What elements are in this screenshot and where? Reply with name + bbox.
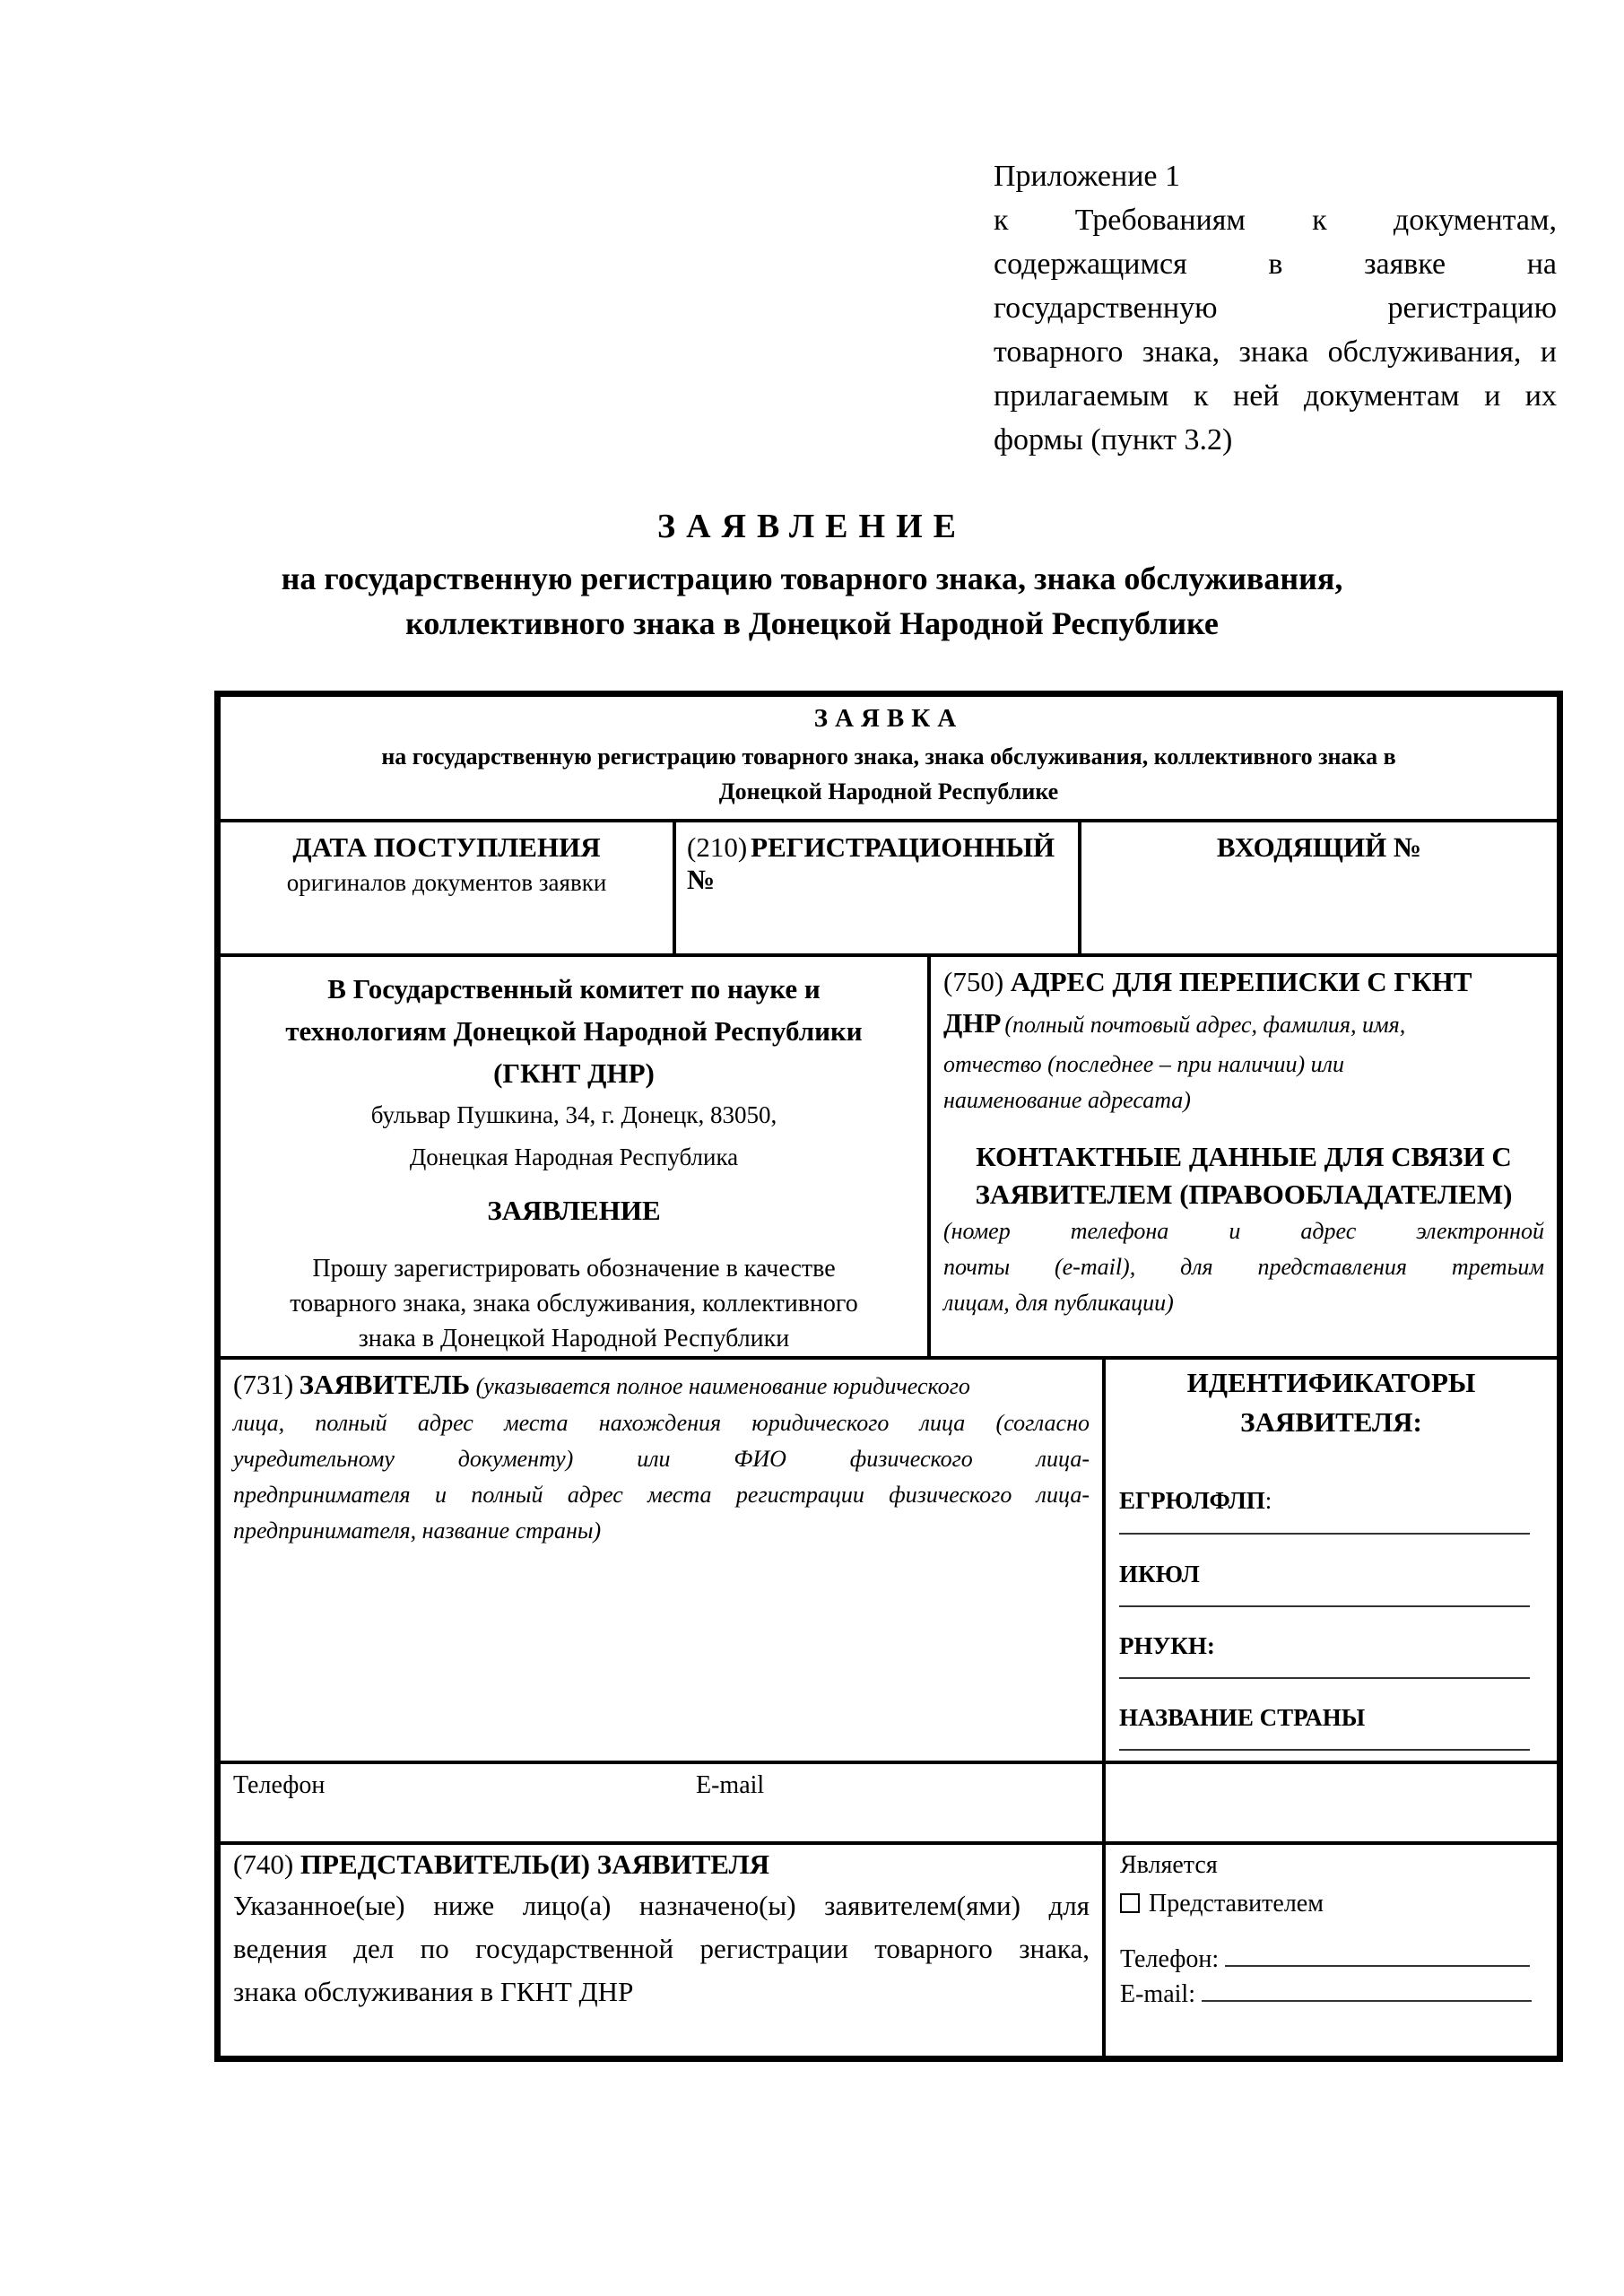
incoming-number-title: ВХОДЯЩИЙ № [1216, 831, 1422, 863]
representative-cell[interactable] [221, 1845, 1102, 2056]
representative-text: знака обслуживания в ГКНТ ДНР [233, 1976, 634, 2007]
appendix-line: Приложение 1 [994, 160, 1180, 193]
applicant-note: лица, полный адрес места нахождения юридического лица (согласно [233, 1410, 1090, 1436]
applicant-phone-label: Телефон [233, 1771, 326, 1799]
correspondence-note: отчество (последнее – при наличии) или [943, 1051, 1344, 1077]
applicant-cell[interactable] [221, 1360, 1102, 1761]
appendix-line: товарного знака, знака обслуживания, и [994, 335, 1557, 369]
appendix-note [994, 154, 1557, 462]
applicant-note: предпринимателя и полный адрес места регистрации физического лица- [233, 1482, 1090, 1508]
statement-request: знака в Донецкой Народной Республики [358, 1325, 790, 1352]
subtitle-line: на государственную регистрацию товарного знака, знака обслуживания, [281, 561, 1343, 596]
document-title: ЗАЯВЛЕНИЕ [657, 508, 967, 545]
applicant-header [233, 1363, 1090, 1405]
applicant-note: предпринимателя, название страны) [233, 1518, 602, 1544]
addressee-org-line: В Государственный комитет по науке и [327, 973, 821, 1004]
representative-email-row [1120, 1978, 1542, 2012]
representative-phone-label: Телефон: [1120, 1945, 1220, 1973]
representative-title: ПРЕДСТАВИТЕЛЬ(И) ЗАЯВИТЕЛЯ [300, 1848, 770, 1880]
form-header [221, 697, 1557, 819]
identifiers-title [1106, 1360, 1557, 1442]
representative-checkbox[interactable] [1120, 1893, 1140, 1913]
correspondence-title-line: АДРЕС ДЛЯ ПЕРЕПИСКИ С ГКНТ [1010, 966, 1472, 997]
registration-number-cell[interactable] [676, 822, 1078, 953]
application-form-table [214, 691, 1563, 2062]
applicant-code: (731) [233, 1369, 294, 1400]
identifiers-title-line: ИДЕНТИФИКАТОРЫ [1186, 1367, 1476, 1398]
appendix-line: формы (пункт 3.2) [994, 423, 1233, 457]
document-subtitle [0, 556, 1624, 646]
representative-phone-row [1120, 1942, 1542, 1978]
applicant-email-label: E-mail [696, 1771, 765, 1799]
correspondence-title-line: ДНР [943, 1007, 1002, 1039]
representative-phone-input[interactable] [1225, 1964, 1530, 1967]
form-header-line: Донецкой Народной Республике [718, 778, 1059, 804]
contact-data-note: (номер телефона и адрес электронной [943, 1218, 1544, 1244]
addressee-org-line: (ГКНТ ДНР) [493, 1057, 655, 1089]
correspondence-note: (полный почтовый адрес, фамилия, имя, [1004, 1012, 1406, 1038]
correspondence-title [943, 962, 1544, 1002]
applicant-title: ЗАЯВИТЕЛЬ [299, 1369, 471, 1400]
addressee-address: Донецкая Народная Республика [409, 1144, 739, 1170]
identifier-label-country: НАЗВАНИЕ СТРАНЫ [1119, 1704, 1366, 1731]
correspondence-note: наименование адресата) [943, 1087, 1191, 1113]
appendix-line: государственную регистрацию [994, 291, 1557, 325]
applicant-note: (указывается полное наименование юридического [475, 1373, 970, 1399]
addressee-org-line: технологиям Донецкой Народной Республики [285, 1015, 863, 1047]
appendix-line: к Требованиям к документам, [994, 204, 1557, 237]
contact-data-note: лицам, для публикации) [943, 1290, 1174, 1316]
representative-code: (740) [233, 1848, 294, 1880]
is-label: Является [1120, 1851, 1218, 1879]
addressee-cell [221, 957, 927, 1356]
correspondence-title-row2 [943, 1002, 1544, 1047]
addressee-address: бульвар Пушкина, 34, г. Донецк, 83050, [370, 1101, 777, 1128]
identifier-label-ikyul: ИКЮЛ [1119, 1561, 1200, 1587]
contact-data-title: ЗАЯВИТЕЛЕМ (ПРАВООБЛАДАТЕЛЕМ) [975, 1178, 1513, 1210]
contact-data-title: КОНТАКТНЫЕ ДАННЫЕ ДЛЯ СВЯЗИ С [976, 1141, 1512, 1172]
representative-checkbox-row[interactable] [1120, 1884, 1542, 1924]
representative-text: Указанное(ые) ниже лицо(а) назначено(ы) заявителем(ями) для [233, 1890, 1090, 1921]
identifier-input-egryulflp[interactable] [1119, 1533, 1530, 1535]
receipt-date-title: ДАТА ПОСТУПЛЕНИЯ [292, 831, 601, 863]
receipt-date-subtitle: оригиналов документов заявки [286, 869, 607, 896]
representative-text: ведения дел по государственной регистрации товарного знака, [233, 1933, 1090, 1964]
statement-request: товарного знака, знака обслуживания, коллективного [290, 1290, 858, 1318]
representative-header [233, 1845, 1090, 1884]
applicant-contacts-extra-cell[interactable] [1106, 1764, 1557, 1841]
representative-email-input[interactable] [1202, 1999, 1532, 2002]
appendix-line: содержащимся в заявке на [994, 248, 1557, 281]
statement-title: ЗАЯВЛЕНИЕ [487, 1195, 661, 1226]
appendix-line: прилагаемым к ней документам и их [994, 379, 1557, 413]
representative-email-label: E-mail: [1120, 1980, 1195, 2008]
identifiers-title-line: ЗАЯВИТЕЛЯ: [1240, 1406, 1422, 1438]
applicant-contacts-cell[interactable] [221, 1764, 1102, 1841]
identifier-label-rnukn: РНУКН: [1119, 1632, 1215, 1659]
registration-number-code: (210) [687, 831, 748, 863]
representative-status-cell [1106, 1845, 1557, 2056]
representative-checkbox-label: Представителем [1149, 1890, 1324, 1918]
identifier-input-ikyul[interactable] [1119, 1605, 1530, 1607]
subtitle-line: коллективного знака в Донецкой Народной Республике [405, 605, 1219, 641]
statement-request: Прошу зарегистрировать обозначение в качестве [312, 1255, 836, 1283]
applicant-note: учредительному документу) или ФИО физического лица- [233, 1446, 1090, 1472]
correspondence-code: (750) [943, 966, 1004, 997]
correspondence-address-cell[interactable] [931, 957, 1557, 1356]
contact-data-note: почты (e-mail), для представления третьим [943, 1254, 1544, 1280]
form-header-line: на государственную регистрацию товарного знака, знака обслуживания, коллективного знака в [381, 744, 1396, 770]
incoming-number-cell[interactable] [1081, 822, 1557, 953]
identifier-label-egryulflp: ЕГРЮЛФЛП: [1119, 1487, 1272, 1514]
form-header-title: ЗАЯВКА [813, 704, 964, 733]
receipt-date-cell[interactable] [221, 822, 673, 953]
registration-number-title: РЕГИСТРАЦИОННЫЙ № [687, 831, 1055, 895]
identifier-input-rnukn[interactable] [1119, 1677, 1530, 1679]
applicant-identifiers-cell [1106, 1360, 1557, 1761]
identifier-input-country[interactable] [1119, 1749, 1530, 1751]
